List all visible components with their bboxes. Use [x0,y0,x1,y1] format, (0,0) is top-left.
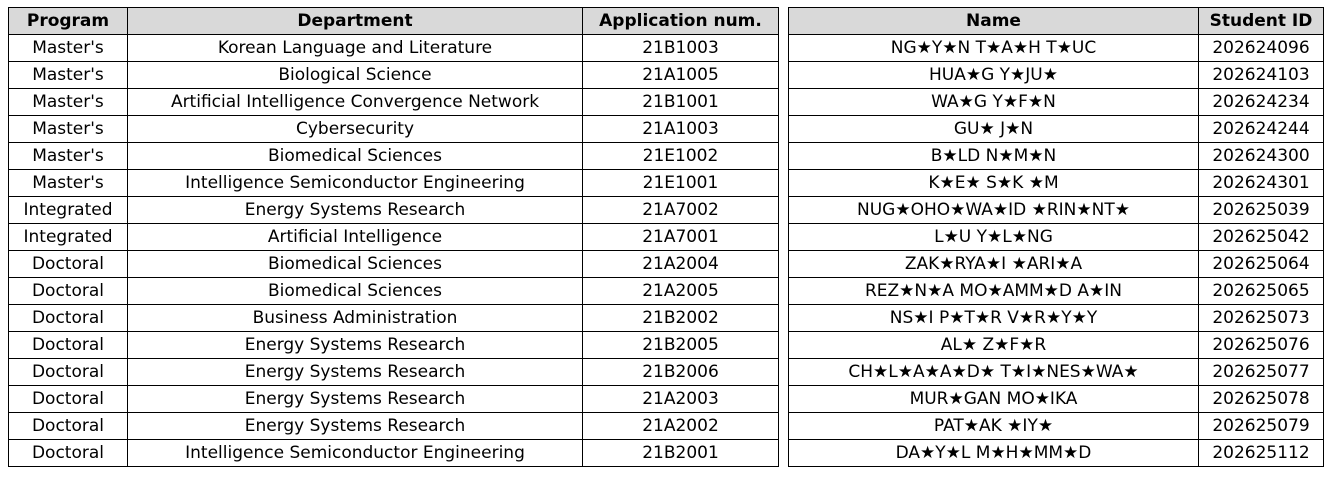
department-cell: Energy Systems Research [128,386,583,413]
department-cell: Cybersecurity [128,116,583,143]
department-cell: Biomedical Sciences [128,143,583,170]
application-num-cell: 21A2002 [583,413,779,440]
program-cell: Doctoral [9,305,128,332]
application-num-cell: 21B2006 [583,359,779,386]
department-cell: Business Administration [128,305,583,332]
name-cell: B★LD N★M★N [789,143,1199,170]
department-cell: Biomedical Sciences [128,251,583,278]
department-cell: Intelligence Semiconductor Engineering [128,440,583,467]
student-id-cell: 202624301 [1199,170,1324,197]
department-cell: Artificial Intelligence Convergence Network [128,89,583,116]
program-cell: Doctoral [9,359,128,386]
application-num-cell: 21B1003 [583,35,779,62]
table-row [789,143,1324,170]
program-cell: Master's [9,143,128,170]
application-num-cell: 21E1001 [583,170,779,197]
name-id-table [788,7,1324,467]
application-num-header: Application num. [583,8,779,35]
application-num-cell: 21A2003 [583,386,779,413]
program-cell: Master's [9,62,128,89]
program-cell: Doctoral [9,413,128,440]
table-row [789,197,1324,224]
application-num-cell: 21A1005 [583,62,779,89]
table-row [789,305,1324,332]
student-id-cell: 202625065 [1199,278,1324,305]
name-cell: GU★ J★N [789,116,1199,143]
student-id-cell: 202624096 [1199,35,1324,62]
table-row [9,197,779,224]
name-cell: NUG★OHO★WA★ID ★RIN★NT★ [789,197,1199,224]
name-cell: DA★Y★L M★H★MM★D [789,440,1199,467]
program-cell: Doctoral [9,278,128,305]
department-cell: Energy Systems Research [128,332,583,359]
program-header: Program [9,8,128,35]
student-id-cell: 202625112 [1199,440,1324,467]
table-row [789,89,1324,116]
program-department-table [8,7,779,467]
program-cell: Master's [9,170,128,197]
name-cell: NG★Y★N T★A★H T★UC [789,35,1199,62]
department-cell: Energy Systems Research [128,359,583,386]
application-num-cell: 21A2005 [583,278,779,305]
table-row [9,440,779,467]
table-row [9,170,779,197]
program-cell: Master's [9,116,128,143]
table-row [9,35,779,62]
student-id-cell: 202625077 [1199,359,1324,386]
student-id-header: Student ID [1199,8,1324,35]
table-row [9,116,779,143]
table-row [789,359,1324,386]
table-row [9,278,779,305]
program-cell: Doctoral [9,332,128,359]
program-cell: Master's [9,35,128,62]
table-row [9,89,779,116]
department-cell: Energy Systems Research [128,197,583,224]
department-header: Department [128,8,583,35]
program-cell: Integrated [9,197,128,224]
department-cell: Energy Systems Research [128,413,583,440]
table-row [789,251,1324,278]
student-id-cell: 202625042 [1199,224,1324,251]
name-cell: HUA★G Y★JU★ [789,62,1199,89]
name-cell: PAT★AK ★IY★ [789,413,1199,440]
name-cell: MUR★GAN MO★IKA [789,386,1199,413]
student-id-cell: 202625039 [1199,197,1324,224]
department-cell: Artificial Intelligence [128,224,583,251]
program-cell: Doctoral [9,251,128,278]
program-cell: Doctoral [9,440,128,467]
table-row [9,305,779,332]
table-row [9,143,779,170]
student-id-cell: 202624244 [1199,116,1324,143]
program-cell: Doctoral [9,386,128,413]
table-row [789,278,1324,305]
application-num-cell: 21A1003 [583,116,779,143]
program-cell: Integrated [9,224,128,251]
program-cell: Master's [9,89,128,116]
application-num-cell: 21B2001 [583,440,779,467]
table-row [789,35,1324,62]
application-num-cell: 21E1002 [583,143,779,170]
name-header: Name [789,8,1199,35]
table-row [9,332,779,359]
right-table-body [789,35,1324,467]
table-row [789,332,1324,359]
student-id-cell: 202625078 [1199,386,1324,413]
table-row [9,413,779,440]
department-cell: Biomedical Sciences [128,278,583,305]
department-cell: Korean Language and Literature [128,35,583,62]
department-cell: Biological Science [128,62,583,89]
name-cell: L★U Y★L★NG [789,224,1199,251]
application-num-cell: 21B2002 [583,305,779,332]
name-cell: CH★L★A★A★D★ T★I★NES★WA★ [789,359,1199,386]
name-cell: WA★G Y★F★N [789,89,1199,116]
table-row [9,224,779,251]
left-header-row [9,8,779,35]
table-row [789,440,1324,467]
table-row [789,224,1324,251]
table-row [789,413,1324,440]
student-id-cell: 202624234 [1199,89,1324,116]
student-id-cell: 202624103 [1199,62,1324,89]
name-cell: ZAK★RYA★I ★ARI★A [789,251,1199,278]
student-id-cell: 202625076 [1199,332,1324,359]
right-header-row [789,8,1324,35]
application-num-cell: 21A7001 [583,224,779,251]
table-row [9,359,779,386]
student-id-cell: 202624300 [1199,143,1324,170]
table-row [789,62,1324,89]
name-cell: AL★ Z★F★R [789,332,1199,359]
name-cell: REZ★N★A MO★AMM★D A★IN [789,278,1199,305]
student-id-cell: 202625073 [1199,305,1324,332]
table-row [789,170,1324,197]
application-num-cell: 21A2004 [583,251,779,278]
name-cell: NS★I P★T★R V★R★Y★Y [789,305,1199,332]
table-row [9,62,779,89]
table-row [9,251,779,278]
application-num-cell: 21B2005 [583,332,779,359]
table-row [789,116,1324,143]
application-num-cell: 21A7002 [583,197,779,224]
table-row [789,386,1324,413]
name-cell: K★E★ S★K ★M [789,170,1199,197]
table-row [9,386,779,413]
application-num-cell: 21B1001 [583,89,779,116]
student-id-cell: 202625064 [1199,251,1324,278]
department-cell: Intelligence Semiconductor Engineering [128,170,583,197]
student-id-cell: 202625079 [1199,413,1324,440]
left-table-body [9,35,779,467]
